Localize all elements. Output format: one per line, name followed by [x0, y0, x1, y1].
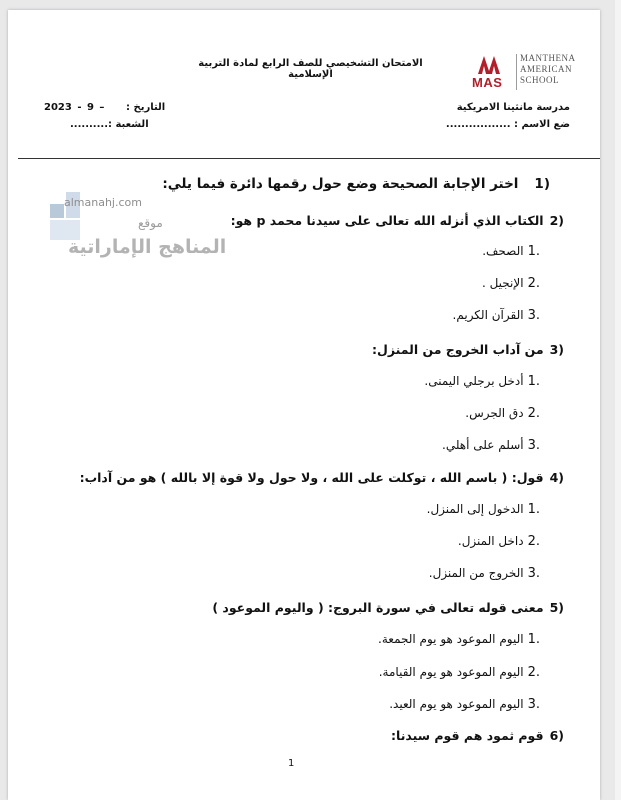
option-number: .2: [527, 534, 540, 549]
option-number: .3: [527, 697, 540, 712]
answer-option: [424, 374, 540, 389]
school-name: مدرسة مانثينا الامريكية: [456, 102, 570, 113]
question-number: (4: [549, 470, 564, 485]
option-number: .2: [527, 406, 540, 421]
question-text: قوم ثمود هم قوم سيدنا:: [391, 728, 544, 743]
document-page: [8, 10, 600, 800]
watermark-title: المناهج الإماراتية: [68, 236, 227, 258]
option-number: .1: [527, 244, 540, 259]
option-text: أدخل برجلي اليمنى.: [424, 374, 524, 388]
answer-option: [453, 308, 540, 323]
question-number: (2: [549, 213, 564, 228]
instruction-heading: [162, 176, 550, 192]
answer-option: [429, 566, 540, 581]
question-number: (3: [549, 342, 564, 357]
answer-option: [442, 438, 540, 453]
question: [372, 342, 564, 357]
date-label: التاريخ :: [126, 102, 166, 113]
option-number: .3: [527, 566, 540, 581]
header-divider: [18, 158, 600, 159]
option-text: أسلم على أهلي.: [442, 438, 524, 452]
question: [80, 470, 564, 485]
option-number: .3: [527, 438, 540, 453]
question: [212, 600, 564, 615]
page-number: 1: [288, 758, 295, 769]
option-number: .3: [527, 308, 540, 323]
logo-name-line: MANTHENA: [520, 53, 576, 63]
option-number: .1: [527, 502, 540, 517]
option-text: الصحف.: [482, 244, 524, 258]
viewer-scroll-edge[interactable]: [615, 0, 621, 800]
logo-name-line: SCHOOL: [520, 75, 560, 85]
watermark-text: موقع: [138, 216, 163, 230]
answer-option: [482, 244, 540, 259]
question-text: قول: ( باسم الله ، توكلت على الله ، ولا حول ولا قوة إلا بالله ) هو من آداب:: [79, 470, 544, 485]
option-text: الإنجيل .: [481, 276, 524, 290]
question-text: معنى قوله تعالى في سورة البروج: ( واليوم الموعود ): [212, 600, 544, 615]
logo-abbreviation: MAS: [472, 75, 503, 90]
answer-option: [458, 534, 540, 549]
answer-option: [389, 697, 540, 712]
answer-option: [379, 665, 540, 680]
section-field: الشعبة :..........: [70, 119, 149, 130]
answer-option: [482, 276, 540, 291]
option-number: .2: [527, 665, 540, 680]
option-text: القرآن الكريم.: [452, 308, 524, 322]
option-number: .1: [527, 632, 540, 647]
question-number: (1: [534, 176, 550, 192]
exam-title: الامتحان التشخيصي للصف الرابع لمادة التربية الإسلامية: [198, 58, 423, 80]
option-number: .2: [527, 276, 540, 291]
option-text: دق الجرس.: [465, 406, 524, 420]
question: [231, 213, 564, 228]
instruction-text: اختر الإجابة الصحيحة وضع حول رقمها دائرة فيما يلي:: [162, 176, 519, 192]
answer-option: [378, 632, 540, 647]
watermark-site: almanahj.com: [64, 196, 142, 209]
question-number: (5: [549, 600, 564, 615]
school-logo: [470, 52, 580, 92]
question-text: من آداب الخروج من المنزل:: [372, 342, 544, 357]
logo-divider: [516, 54, 517, 90]
date-value: 2023 - 9 –: [44, 102, 105, 113]
option-text: الدخول إلى المنزل.: [426, 502, 524, 516]
option-text: اليوم الموعود هو يوم الجمعة.: [378, 632, 524, 646]
option-text: داخل المنزل.: [457, 534, 524, 548]
answer-option: [427, 502, 540, 517]
option-text: اليوم الموعود هو يوم القيامة.: [378, 665, 524, 679]
option-text: الخروج من المنزل.: [428, 566, 524, 580]
student-name-field: ضع الاسم : .................: [445, 119, 570, 130]
question: [391, 728, 564, 743]
question-text: الكتاب الذي أنزله الله تعالى على سيدنا محمد p هو:: [230, 213, 544, 228]
logo-name-line: AMERICAN: [520, 64, 573, 74]
question-number: (6: [549, 728, 564, 743]
option-text: اليوم الموعود هو يوم العيد.: [389, 697, 524, 711]
logo-school-name: [520, 53, 584, 86]
option-number: .1: [527, 374, 540, 389]
answer-option: [465, 406, 540, 421]
